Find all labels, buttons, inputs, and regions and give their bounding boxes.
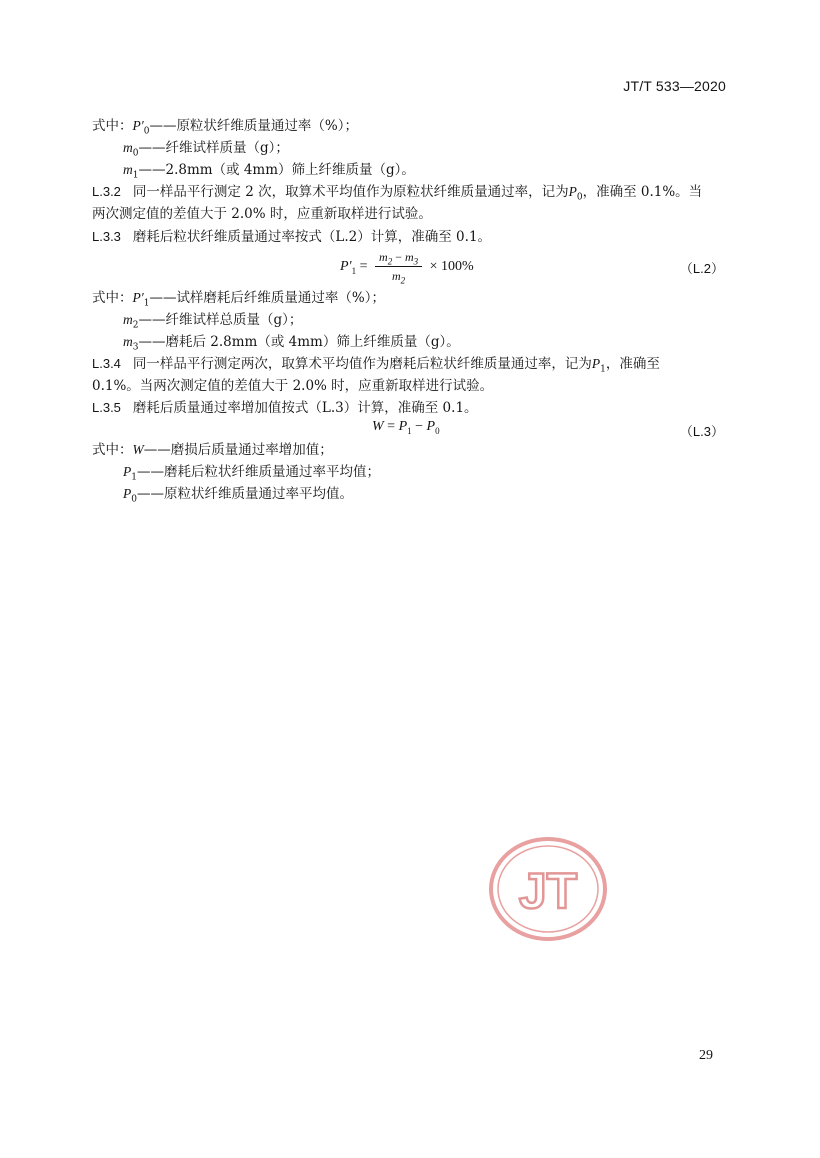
clause-text: ，准确至 0.1%。当 xyxy=(582,184,703,200)
definition-line xyxy=(123,333,460,351)
symbol-subscript: 1 xyxy=(131,472,137,483)
formula-L3 xyxy=(372,419,440,435)
symbol: m xyxy=(123,334,133,349)
formula-number: （L.3） xyxy=(679,424,724,439)
definition-text: ——试样磨耗后纤维质量通过率（%）； xyxy=(149,290,386,306)
clause-text: 磨耗后粒状纤维质量通过率按式（L.2）计算，准确至 0.1。 xyxy=(132,229,492,245)
definition-text: ——磨耗后粒状纤维质量通过率平均值； xyxy=(136,464,380,480)
formula-equals: = xyxy=(359,259,368,275)
symbol-subscript: 3 xyxy=(132,342,139,353)
clause-text: 磨耗后质量通过率增加值按式（L.3）计算，准确至 0.1。 xyxy=(132,400,478,416)
symbol: m xyxy=(123,140,133,155)
definition-line xyxy=(92,289,385,307)
definition-intro: 式中： xyxy=(92,442,133,458)
fraction-numerator: $m_2 - m_3$ xyxy=(375,250,422,267)
formula-operator: − xyxy=(415,419,424,434)
symbol-subscript: 2 xyxy=(132,320,139,331)
formula-L2 xyxy=(340,250,474,284)
symbol: P xyxy=(123,486,132,501)
clause-number: L.3.5 xyxy=(92,400,121,415)
symbol: W xyxy=(132,442,144,457)
clause-number: L.3.4 xyxy=(92,356,121,371)
clause-text: 同一样品平行测定 2 次，取算术平均值作为原粒状纤维质量通过率，记为 xyxy=(132,184,569,200)
symbol: P xyxy=(568,184,577,199)
clause-number: L.3.2 xyxy=(92,184,121,199)
formula-equals: = xyxy=(387,419,396,434)
definition-text: ——原粒状纤维质量通过率平均值。 xyxy=(136,486,353,502)
symbol-subscript: 0 xyxy=(132,148,139,159)
definition-line xyxy=(123,463,380,481)
clause-text: 两次测定值的差值大于 2.0% 时，应重新取样进行试验。 xyxy=(92,206,432,222)
symbol-subscript: 0 xyxy=(131,494,137,505)
formula-term: P xyxy=(426,419,436,434)
watermark-text: JT xyxy=(518,863,578,919)
jt-watermark-logo xyxy=(488,836,608,942)
clause-paragraph-continuation xyxy=(92,377,493,395)
definition-text: ——磨耗后 2.8mm（或 4mm）筛上纤维质量（g）。 xyxy=(138,334,460,350)
standard-code: JT/T 533—2020 xyxy=(623,78,726,94)
formula-term-subscript: 0 xyxy=(435,425,440,436)
definition-intro: 式中： xyxy=(92,290,133,306)
definition-line xyxy=(92,117,358,135)
definition-text: ——纤维试样质量（g）； xyxy=(138,140,289,156)
symbol-subscript: 1 xyxy=(600,364,606,375)
clause-text: 0.1%。当两次测定值的差值大于 2.0% 时，应重新取样进行试验。 xyxy=(92,378,494,394)
symbol-subscript: 1 xyxy=(143,298,150,309)
clause-paragraph xyxy=(92,399,478,417)
fraction-denominator: $m_2$ xyxy=(392,269,406,286)
clause-text: ，准确至 xyxy=(605,356,660,372)
symbol: P xyxy=(591,356,601,371)
symbol-subscript: 1 xyxy=(132,170,139,181)
symbol: m xyxy=(123,312,133,327)
definition-line xyxy=(123,139,289,157)
formula-fraction xyxy=(375,250,422,284)
symbol-subscript: 0 xyxy=(143,126,150,137)
clause-paragraph xyxy=(92,183,702,201)
clause-paragraph-continuation xyxy=(92,205,432,223)
formula-term: P xyxy=(398,419,408,434)
formula-number: （L.2） xyxy=(679,261,724,276)
formula-lhs: P′ xyxy=(340,259,352,275)
definition-text: ——纤维试样总质量（g）； xyxy=(138,312,303,328)
definition-text: ——2.8mm（或 4mm）筛上纤维质量（g）。 xyxy=(138,162,415,178)
definition-intro: 式中： xyxy=(92,118,133,134)
definition-text: ——原粒状纤维质量通过率（%）； xyxy=(149,118,359,134)
symbol: P xyxy=(123,464,132,479)
symbol: P′ xyxy=(132,290,144,305)
symbol-subscript: 0 xyxy=(576,192,583,203)
definition-line xyxy=(123,485,353,503)
formula-term-subscript: 1 xyxy=(407,425,412,436)
clause-text: 同一样品平行测定两次，取算术平均值作为磨耗后粒状纤维质量通过率，记为 xyxy=(132,356,592,372)
formula-lhs-subscript: 1 xyxy=(351,266,357,277)
definition-line xyxy=(123,311,302,329)
clause-paragraph xyxy=(92,355,660,373)
symbol: P′ xyxy=(132,118,144,133)
page-number: 29 xyxy=(699,1048,713,1063)
formula-tail: × 100% xyxy=(429,259,474,275)
definition-line xyxy=(123,161,415,179)
definition-line xyxy=(92,441,333,459)
formula-lhs: W xyxy=(372,419,384,434)
clause-paragraph xyxy=(92,228,491,246)
definition-text: ——磨损后质量通过率增加值； xyxy=(143,442,333,458)
clause-number: L.3.3 xyxy=(92,229,121,244)
symbol: m xyxy=(123,162,133,177)
